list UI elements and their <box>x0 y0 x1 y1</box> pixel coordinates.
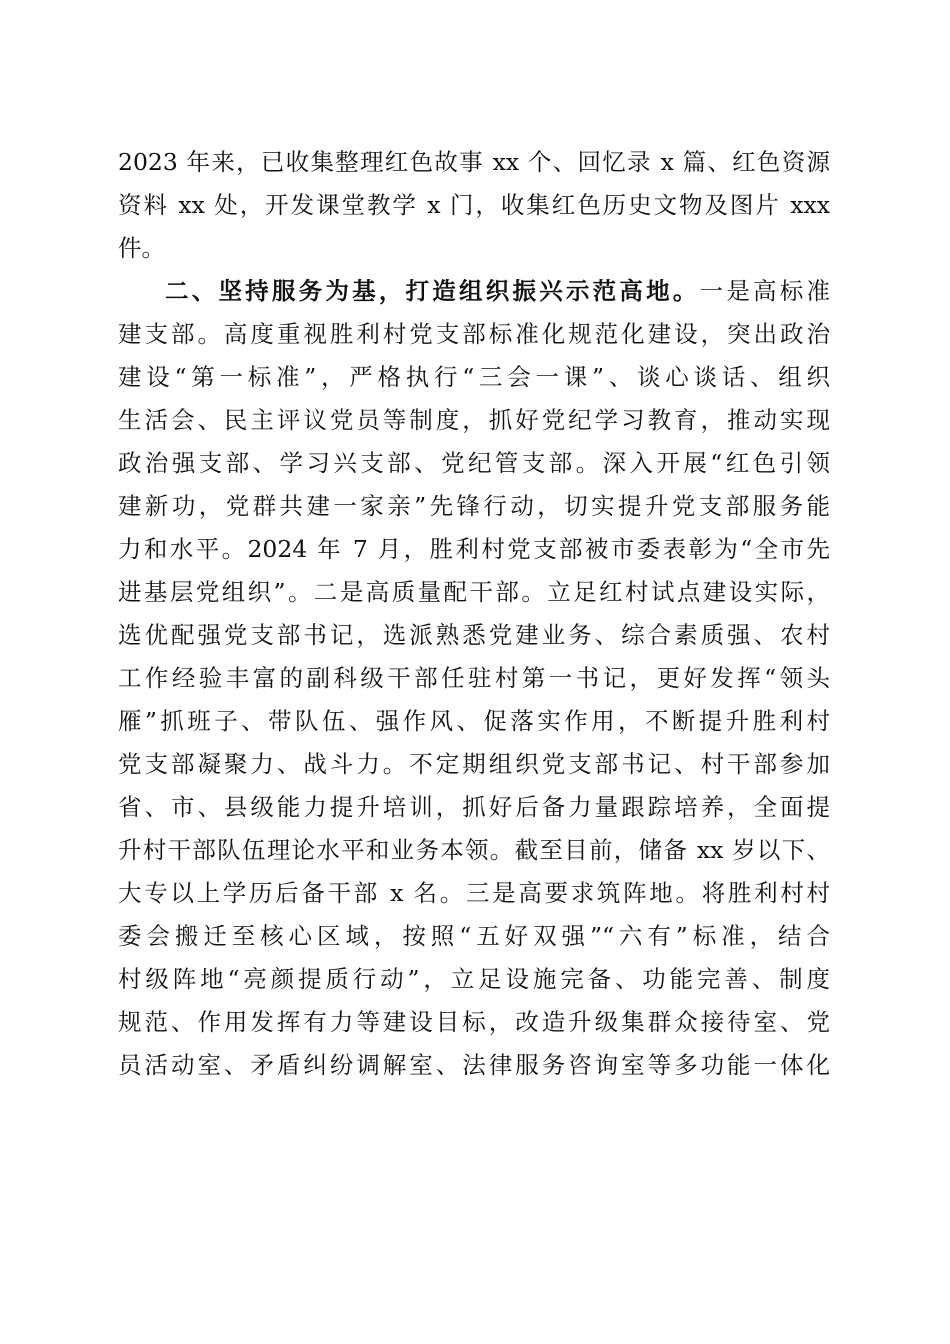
paragraph-2-line: 员活动室、矛盾纠纷调解室、法律服务咨询室等多功能一体化 <box>118 1051 830 1079</box>
paragraph-2-line: 力和水平。2024 年 7 月，胜利村党支部被市委表彰为“全市先 <box>118 535 830 563</box>
paragraph-2-line: 政治强支部、学习兴支部、党纪管支部。深入开展“红色引领 <box>118 449 830 477</box>
paragraph-2-line-rest: 一是高标准 <box>699 277 831 305</box>
paragraph-2-line: 委会搬迁至核心区域，按照“五好双强”“六有”标准，结合 <box>118 922 830 950</box>
paragraph-1 <box>118 141 830 270</box>
paragraph-2 <box>118 270 830 1087</box>
paragraph-2-line: 升村干部队伍理论水平和业务本领。截至目前，储备 xx 岁以下、 <box>118 836 830 864</box>
paragraph-2-line: 雁”抓班子、带队伍、强作风、促落实作用，不断提升胜利村 <box>118 707 830 735</box>
paragraph-1-line: 2023 年来，已收集整理红色故事 xx 个、回忆录 x 篇、红色资源 <box>118 148 830 176</box>
paragraph-2-line: 村级阵地“亮颜提质行动”，立足设施完备、功能完善、制度 <box>118 965 830 993</box>
paragraph-2-line: 选优配强党支部书记，选派熟悉党建业务、综合素质强、农村 <box>118 621 830 649</box>
paragraph-2-line: 建支部。高度重视胜利村党支部标准化规范化建设，突出政治 <box>118 320 830 348</box>
paragraph-2-line: 建设“第一标准”，严格执行“三会一课”、谈心谈话、组织 <box>118 363 830 391</box>
paragraph-2-line: 大专以上学历后备干部 x 名。三是高要求筑阵地。将胜利村村 <box>118 879 830 907</box>
paragraph-2-first-line <box>118 270 830 313</box>
paragraph-2-line: 进基层党组织”。二是高质量配干部。立足红村试点建设实际， <box>118 578 830 606</box>
paragraph-2-line: 规范、作用发挥有力等建设目标，改造升级集群众接待室、党 <box>118 1008 830 1036</box>
paragraph-2-line: 工作经验丰富的副科级干部任驻村第一书记，更好发挥“领头 <box>118 664 830 692</box>
paragraph-2-line: 生活会、民主评议党员等制度，抓好党纪学习教育，推动实现 <box>118 406 830 434</box>
paragraph-2-line: 建新功，党群共建一家亲”先锋行动，切实提升党支部服务能 <box>118 492 830 520</box>
paragraph-2-line: 省、市、县级能力提升培训，抓好后备力量跟踪培养，全面提 <box>118 793 830 821</box>
section-heading: 二、坚持服务为基，打造组织振兴示范高地。 <box>165 277 700 305</box>
paragraph-2-line: 党支部凝聚力、战斗力。不定期组织党支部书记、村干部参加 <box>118 750 830 778</box>
paragraph-1-line: 件。 <box>118 234 165 262</box>
body-text <box>118 141 830 1087</box>
paragraph-1-line: 资料 xx 处，开发课堂教学 x 门，收集红色历史文物及图片 xxx <box>118 191 830 219</box>
